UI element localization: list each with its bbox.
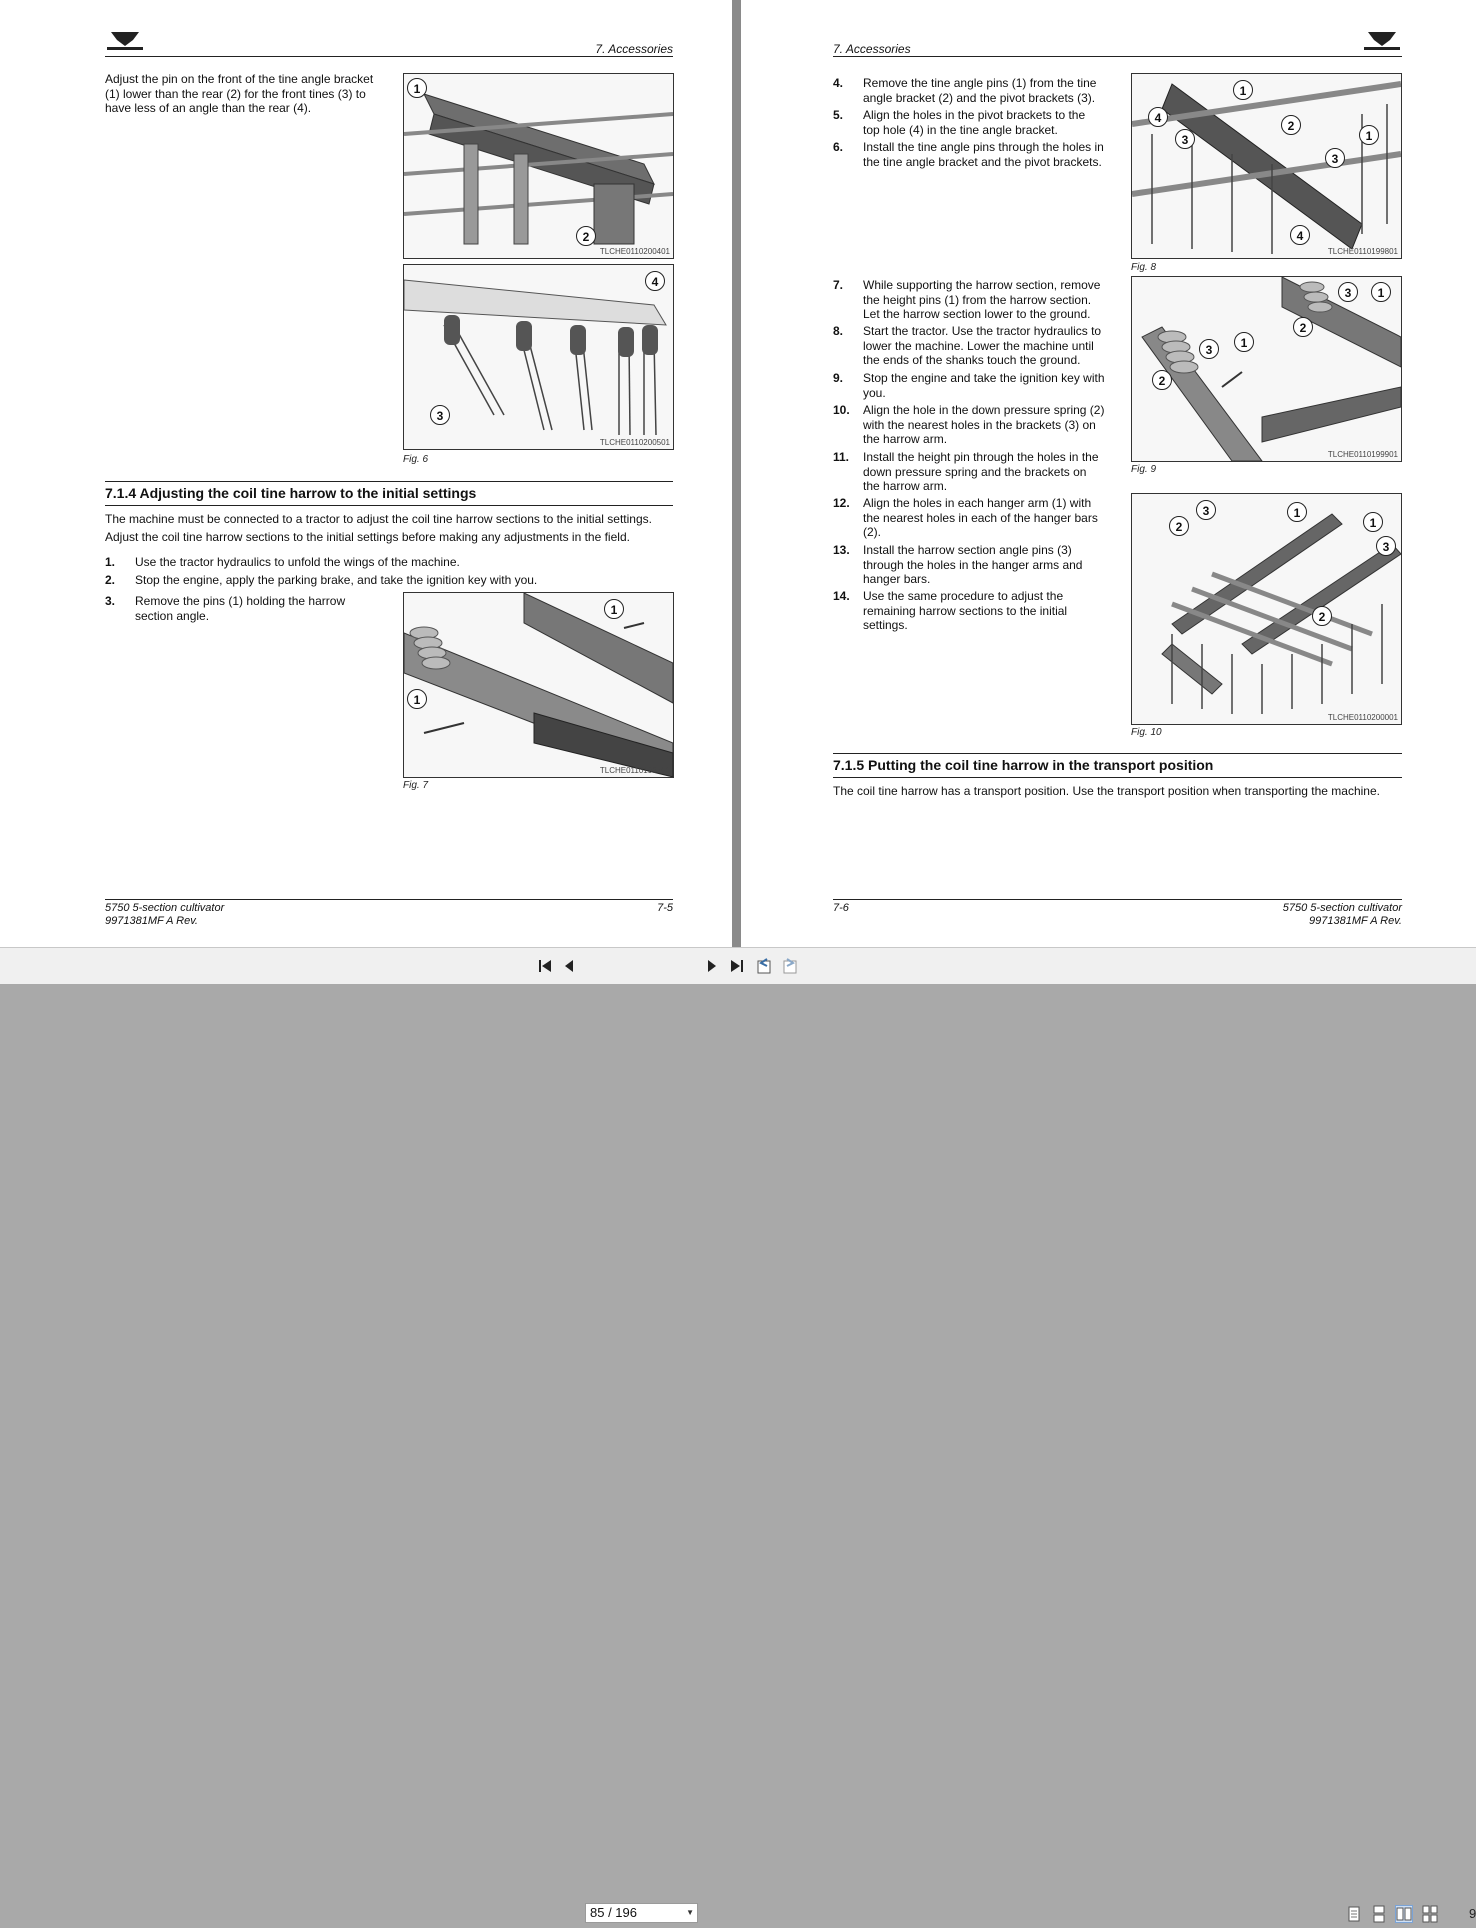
step-number: 11. [833, 450, 850, 464]
zoom-level-text[interactable]: 9 [1469, 1906, 1476, 1921]
step-number: 9. [833, 371, 844, 385]
step-text [863, 543, 1123, 587]
callout-3: 3 [1196, 500, 1216, 520]
footer-revision: 9971381MF A Rev. [1309, 915, 1402, 927]
brand-logo-icon [105, 30, 145, 52]
intro-line: Adjust the pin on the front of the tine angle bracket [105, 72, 374, 86]
figure-code: TLCHE0110200501 [599, 438, 670, 447]
callout-2: 2 [1169, 516, 1189, 536]
step-number: 12. [833, 496, 850, 510]
page-indicator-text: 85 / 196 [590, 1905, 637, 1920]
single-page-icon[interactable] [1345, 1905, 1363, 1923]
section-rule [833, 777, 1402, 778]
tine-angle-drawing [1132, 74, 1401, 258]
step-line: Use the same procedure to adjust the [863, 589, 1064, 603]
figure-6-top-image [403, 73, 674, 259]
step-text [863, 140, 1123, 169]
callout-3: 3 [1175, 129, 1195, 149]
figure-10-image [1131, 493, 1402, 725]
step-number: 7. [833, 278, 844, 292]
footer-rule [833, 899, 1402, 900]
figure-code: TLCHE0110200401 [599, 247, 670, 256]
step-line: settings. [863, 618, 908, 632]
step-line: Align the holes in the pivot brackets to the [863, 108, 1086, 122]
step-line: Install the harrow section angle pins (3) [863, 543, 1072, 557]
step-text: Use the tractor hydraulics to unfold the wings of the machine. [135, 555, 460, 569]
page-number-input[interactable] [585, 1903, 698, 1923]
step-line: top hole (4) in the tine angle bracket. [863, 122, 1058, 137]
previous-page-icon[interactable] [559, 956, 579, 976]
callout-1: 1 [604, 599, 624, 619]
intro-line: (1) lower than the rear (2) for the front tines (3) to [105, 86, 366, 101]
step-line: through the holes in the hanger arms and [863, 557, 1083, 572]
intro-paragraph [105, 72, 395, 116]
page-number: 7-5 [657, 902, 673, 914]
figure-code: TLCHE0110199701 [599, 766, 670, 775]
step-number: 2. [105, 573, 116, 587]
tine-bracket-drawing [404, 74, 673, 258]
step-number: 10. [833, 403, 850, 417]
figure-6-bottom-image [403, 264, 674, 450]
figure-code: TLCHE0110200001 [1327, 713, 1398, 722]
left-page [0, 0, 732, 947]
step-line: While supporting the harrow section, remove [863, 278, 1101, 292]
step-item [833, 543, 1123, 587]
callout-1: 1 [407, 689, 427, 709]
step-number: 13. [833, 543, 850, 557]
figure-caption: Fig. 7 [403, 780, 429, 791]
step-line: lower the machine. Lower the machine until [863, 338, 1094, 353]
step-line: section angle. [135, 608, 210, 623]
step-text [863, 324, 1123, 368]
page-divider [732, 0, 741, 947]
step-line: hanger bars. [863, 572, 931, 586]
step-number: 14. [833, 589, 850, 603]
section-heading: 7.1.4 Adjusting the coil tine harrow to the initial settings [105, 485, 477, 501]
down-pressure-spring-drawing [1132, 277, 1401, 461]
section-paragraph: Adjust the coil tine harrow sections to the initial settings before making any adjustments in the field. [105, 530, 630, 544]
step-text [863, 496, 1123, 540]
step-line: the harrow arm. [863, 479, 948, 493]
section-rule [105, 505, 673, 506]
back-view-icon[interactable] [754, 956, 774, 976]
viewer-toolbar [0, 947, 1476, 1921]
step-item [105, 594, 395, 624]
callout-4: 4 [645, 271, 665, 291]
step-item [833, 450, 1123, 494]
step-line: the nearest holes in each of the hanger bars [863, 510, 1098, 525]
last-page-icon[interactable] [727, 956, 747, 976]
step-item [833, 496, 1123, 540]
figure-8-image [1131, 73, 1402, 259]
figure-code: TLCHE0110199901 [1327, 450, 1398, 459]
next-page-icon[interactable] [702, 956, 722, 976]
step-line: angle bracket (2) and the pivot brackets (3). [863, 90, 1096, 105]
figure-7-image [403, 592, 674, 778]
section-heading: 7.1.5 Putting the coil tine harrow in the transport position [833, 757, 1214, 773]
footer-doc-info [105, 902, 224, 928]
step-number: 4. [833, 76, 844, 90]
step-line: down pressure spring and the brackets on [863, 464, 1087, 479]
figure-caption: Fig. 9 [1131, 464, 1157, 475]
right-page [741, 0, 1476, 947]
step-line: Let the harrow section lower to the ground. [863, 307, 1091, 321]
header-rule [833, 56, 1402, 57]
forward-view-icon[interactable] [780, 956, 800, 976]
page-dropdown-icon[interactable]: ▼ [686, 1908, 694, 1917]
callout-1: 1 [1287, 502, 1307, 522]
callout-1: 1 [1234, 332, 1254, 352]
step-number: 1. [105, 555, 116, 569]
callout-1: 1 [407, 78, 427, 98]
footer-rule [105, 899, 673, 900]
callout-2: 2 [1293, 317, 1313, 337]
callout-1: 1 [1359, 125, 1379, 145]
step-line: with the nearest holes in the brackets (3) on [863, 417, 1096, 432]
callout-1: 1 [1233, 80, 1253, 100]
callout-4: 4 [1148, 107, 1168, 127]
step-text [863, 371, 1123, 400]
footer-doc-info [1283, 902, 1402, 928]
brand-logo-icon [1362, 30, 1402, 52]
step-line: you. [863, 385, 886, 400]
step-item [833, 403, 1123, 447]
figure-caption: Fig. 10 [1131, 727, 1162, 738]
callout-1: 1 [1371, 282, 1391, 302]
callout-3: 3 [1376, 536, 1396, 556]
step-line: Remove the pins (1) holding the harrow [135, 594, 346, 608]
header-title: 7. Accessories [833, 42, 911, 56]
step-number: 3. [105, 594, 116, 608]
continuous-facing-icon[interactable] [1421, 1905, 1439, 1923]
figure-9-image [1131, 276, 1402, 462]
step-line: the height pins (1) from the harrow section. [863, 292, 1092, 307]
step-text: Stop the engine, apply the parking brake, and take the ignition key with you. [135, 573, 538, 587]
step-line: Start the tractor. Use the tractor hydraulics to [863, 324, 1102, 338]
figure-caption: Fig. 8 [1131, 262, 1157, 273]
step-item [833, 278, 1123, 322]
step-line: remaining harrow sections to the initial [863, 603, 1068, 618]
step-item [833, 371, 1123, 401]
section-rule [833, 753, 1402, 754]
callout-2: 2 [1312, 606, 1332, 626]
header-rule [105, 56, 673, 57]
step-item [833, 324, 1123, 368]
footer-revision: 9971381MF A Rev. [105, 915, 198, 927]
step-item [833, 76, 1123, 106]
callout-3: 3 [1199, 339, 1219, 359]
step-text [863, 108, 1123, 137]
step-line: Align the hole in the down pressure spring (2) [863, 403, 1105, 417]
intro-line: have less of an angle than the rear (4). [105, 101, 312, 115]
step-text [863, 450, 1123, 494]
step-line: Align the holes in each hanger arm (1) with [863, 496, 1092, 510]
step-line: Stop the engine and take the ignition key with [863, 371, 1105, 385]
step-text [863, 76, 1123, 105]
step-text [863, 278, 1123, 322]
step-text [135, 594, 395, 623]
step-number: 6. [833, 140, 844, 154]
footer-title: 5750 5-section cultivator [1282, 902, 1402, 914]
callout-2: 2 [1152, 370, 1172, 390]
figure-code: TLCHE0110199801 [1327, 247, 1398, 256]
header-title: 7. Accessories [595, 42, 673, 56]
step-line: the tine angle bracket and the pivot brackets. [863, 154, 1102, 169]
section-paragraph: The machine must be connected to a tractor to adjust the coil tine harrow sections to the initial settings. [105, 512, 652, 526]
step-line: Install the height pin through the holes in the [863, 450, 1099, 464]
harrow-pins-drawing [404, 593, 673, 777]
step-item [833, 108, 1123, 138]
step-line: the ends of the shanks touch the ground. [863, 353, 1081, 367]
first-page-icon[interactable] [535, 956, 555, 976]
figure-caption: Fig. 6 [403, 454, 429, 465]
step-number: 8. [833, 324, 844, 338]
step-text [863, 589, 1123, 633]
callout-2: 2 [1281, 115, 1301, 135]
facing-pages-icon[interactable] [1395, 1905, 1413, 1923]
callout-3: 3 [1338, 282, 1358, 302]
callout-4: 4 [1290, 225, 1310, 245]
section-paragraph: The coil tine harrow has a transport position. Use the transport position when transporting the machine. [833, 784, 1380, 798]
step-text [863, 403, 1123, 447]
callout-1: 1 [1363, 512, 1383, 532]
section-rule [105, 481, 673, 482]
step-item [833, 140, 1123, 170]
footer-title: 5750 5-section cultivator [105, 902, 225, 914]
callout-2: 2 [576, 226, 596, 246]
step-line: Install the tine angle pins through the holes in [863, 140, 1104, 154]
page-number: 7-6 [833, 902, 849, 914]
step-number: 5. [833, 108, 844, 122]
callout-3: 3 [430, 405, 450, 425]
step-line: Remove the tine angle pins (1) from the tine [863, 76, 1097, 90]
step-line: the harrow arm. [863, 432, 948, 446]
step-item [833, 589, 1123, 633]
continuous-page-icon[interactable] [1370, 1905, 1388, 1923]
step-line: (2). [863, 525, 881, 539]
callout-3: 3 [1325, 148, 1345, 168]
